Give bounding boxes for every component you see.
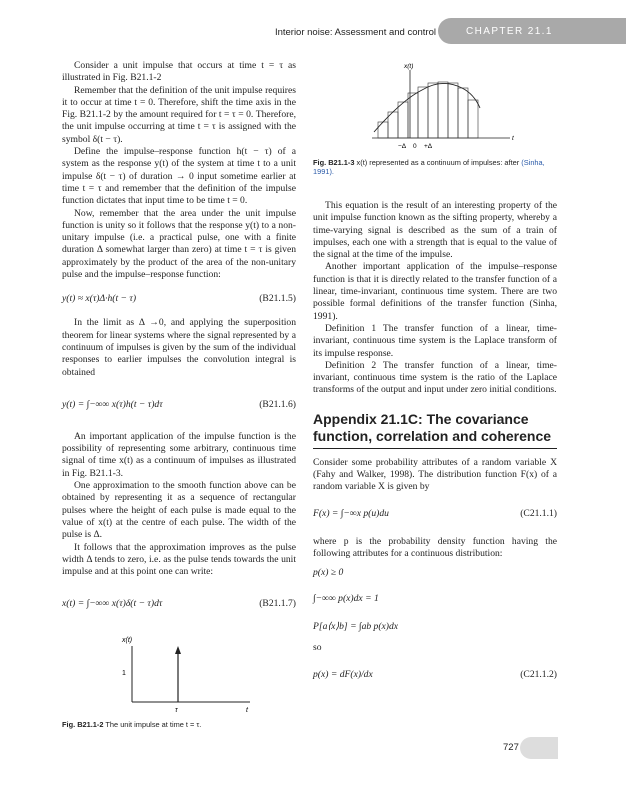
pulse-bar [428, 83, 438, 138]
fig2-one-label: 1 [122, 670, 126, 677]
pulse-bar [458, 88, 468, 138]
right-paragraph: Consider some probability attributes of a random variable X (Fahy and Walker, 1998). The distribution function F(x) of a random variable X is given by [313, 456, 557, 493]
pulse-bar [448, 83, 458, 138]
equation-body: p(x) = dF(x)/dx [313, 669, 373, 681]
right-column [313, 200, 557, 697]
caption-label: Fig. B21.1-3 [313, 158, 355, 167]
impulse-arrowhead [175, 646, 181, 654]
equation-number: (C21.1.1) [520, 508, 557, 520]
equation-number: (B21.1.7) [259, 598, 296, 610]
right-paragraph: so [313, 642, 322, 654]
smooth-signal-curve [374, 83, 480, 132]
caption-label: Fig. B21.1-2 [62, 720, 104, 729]
equation-body: y(t) ≈ x(τ)Δ·h(t − τ) [62, 293, 137, 305]
equation-c21-1-1 [313, 500, 557, 530]
left-paragraph: It follows that the approximation improves as the pulse width Δ tends to zero, i.e. as the pulse tends towards the unit impulse and at this point one can write: [62, 541, 296, 578]
equation-body: ∫−∞∞ p(x)dx = 1 [313, 593, 379, 605]
page-number: 727 [503, 742, 519, 753]
equation-body: x(t) = ∫−∞∞ x(τ)δ(t − τ)dτ [62, 598, 163, 610]
equation-b21-1-6 [62, 385, 296, 425]
equation-body: F(x) = ∫−∞x p(u)du [313, 508, 389, 520]
equation-number: (C21.1.2) [520, 669, 557, 681]
fig3-zero: 0 [413, 143, 417, 150]
figure-impulse-continuum [312, 60, 522, 155]
fig3-plus-delta: +Δ [424, 143, 433, 150]
fig3-ylabel: x(t) [404, 63, 414, 70]
equation-b21-1-7 [62, 584, 296, 624]
figure-unit-impulse [110, 632, 300, 718]
running-title: Interior noise: Assessment and control [274, 27, 436, 38]
left-paragraph: In the limit as Δ →0, and applying the superposition theorem for linear systems where the signal represented by a continuum of impulses is given by the sum of the individual responses to earlier impulses the convolution integral is obtained [62, 317, 296, 378]
attribute-normalization [313, 586, 557, 612]
figure-caption-b21-1-3 [313, 158, 557, 176]
caption-text: The unit impulse at time t = τ. [105, 720, 202, 729]
equation-number: (B21.1.6) [259, 398, 296, 410]
pulse-bar [398, 102, 408, 138]
chapter-tab [438, 18, 626, 44]
figure-caption-b21-1-2 [62, 720, 296, 729]
right-paragraph: Definition 2 The transfer function of a linear, time-invariant, continuous time system is the ratio of the Laplace transforms of the output and input under zero initial conditions. [313, 359, 557, 396]
left-paragraph: Define the impulse–response function h(t − τ) of a system as the response y(t) of the system at time t to a unit impulse δ(t − τ) of duration → 0 input sometime earlier at time t = τ and remember that the definition of the impulse function dictates that input time to be time t = 0. [62, 146, 296, 207]
pulse-bar [378, 122, 388, 138]
left-paragraph: One approximation to the smooth function above can be obtained by representing it as a sequence of rectangular pulses where the height of each pulse is made equal to the value of x(t) at the centre of each pulse. The width of the pulse is Δ. [62, 480, 296, 541]
pulse-bar [438, 82, 448, 138]
chapter-label: CHAPTER 21.1 [466, 26, 553, 37]
left-paragraph: Now, remember that the area under the unit impulse function is unity so it follows that the response y(t) to a non-unitary impulse (i.e. a practical pulse, one with a finite duration Δ somewhat larger than zero) at time t = τ is given approximately by the product of the area of the non-unitary pulse and the impulse–response function: [62, 207, 296, 281]
equation-body: y(t) = ∫−∞∞ x(τ)h(t − τ)dτ [62, 398, 163, 410]
caption-reference: (Sinha, 1991). [313, 158, 545, 176]
right-paragraph: Another important application of the impulse–response function is that it is directly related to the transfer function of a linear, time-invariant, continuous time system. There are two possible formal definitions of the transfer function (Sinha, 1991). [313, 261, 557, 322]
equation-c21-1-2 [313, 661, 557, 691]
right-paragraph: Definition 1 The transfer function of a linear, time-invariant, continuous time system is the Laplace transform of its impulse response. [313, 322, 557, 359]
fig2-ylabel: x(t) [122, 637, 133, 644]
equation-body: p(x) ≥ 0 [313, 567, 344, 579]
page-header [0, 0, 626, 38]
left-paragraph: Consider a unit impulse that occurs at time t = τ as illustrated in Fig. B21.1-2 [62, 60, 296, 84]
right-paragraph: where p is the probability density function having the following attributes for a continuous distribution: [313, 535, 557, 559]
pulse-bars [378, 82, 478, 138]
pulse-bar [418, 87, 428, 138]
fig3-minus-delta: −Δ [398, 143, 407, 150]
caption-text: x(t) represented as a continuum of impulses: after [356, 158, 520, 167]
fig2-tau-label: τ [175, 707, 178, 714]
equation-body: P[a⟨x⟩b] = ∫ab p(x)dx [313, 621, 399, 633]
attribute-probability [313, 614, 557, 640]
right-paragraph: This equation is the result of an interesting property of the unit impulse function known as the sifting property, whereby a time-varying signal is described as the sum of a train of impulses, each one with a strength that is equal to the value of the signal at the time of the impulse. [313, 200, 557, 261]
left-paragraph: An important application of the impulse function is the possibility of representing some arbitrary, continuous time signal of time x(t) as a continuum of impulses as illustrated in Fig. B21.1-3. [62, 430, 296, 479]
attribute-nonnegative [313, 564, 557, 582]
pulse-bar [408, 93, 418, 138]
fig3-t-label: t [512, 135, 514, 142]
left-paragraph: Remember that the definition of the unit impulse requires it to occur at time t = 0. Therefore, shift the time axis in the Fig. B21.1-2 by the amount required for t = τ = 0. Therefore, the unit impulse occurring at time t = τ is assigned with the symbol δ(t − τ). [62, 84, 296, 145]
left-column [62, 60, 296, 630]
appendix-heading: Appendix 21.1C: The covariance function, correlation and coherence [313, 411, 557, 449]
pulse-bar [468, 100, 478, 138]
equation-b21-1-5 [62, 287, 296, 311]
page-number-tab [520, 737, 558, 759]
equation-number: (B21.1.5) [259, 293, 296, 305]
fig2-t-label: t [246, 707, 248, 714]
